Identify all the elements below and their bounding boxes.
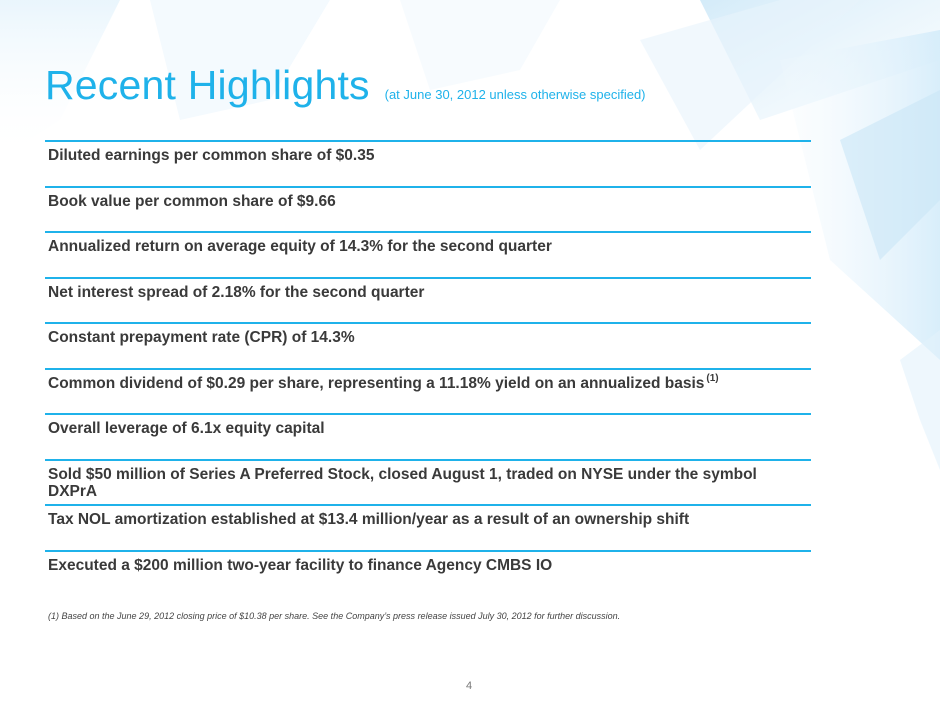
title-subtitle: (at June 30, 2012 unless otherwise specified) (384, 87, 646, 102)
highlights-list (45, 140, 811, 595)
highlight-text: Overall leverage of 6.1x equity capital (48, 420, 325, 437)
highlight-item (45, 277, 811, 323)
highlight-item (45, 550, 811, 596)
highlight-item (45, 140, 811, 186)
highlight-text: Constant prepayment rate (CPR) of 14.3% (48, 329, 355, 346)
highlight-item (45, 322, 811, 368)
highlight-item (45, 504, 811, 550)
highlight-text: Book value per common share of $9.66 (48, 192, 336, 210)
highlight-text: Common dividend of $0.29 per share, representing a 11.18% yield on an annualized basis (48, 374, 705, 392)
highlight-text: Tax NOL amortization established at $13.4 million/year as a result of an ownership shift (48, 511, 690, 528)
title-main-text: Recent Highlights (45, 62, 370, 108)
page-title (45, 62, 646, 109)
list-bottom-divider (45, 550, 811, 552)
highlight-item (45, 186, 811, 232)
footnote-reference: (1) (706, 373, 719, 385)
highlight-text: Net interest spread of 2.18% for the second quarter (48, 283, 425, 301)
highlight-item (45, 231, 811, 277)
footnote: (1) Based on the June 29, 2012 closing price of $10.38 per share. See the Company’s press release issued July 30, 2012 for further discussion. (48, 611, 621, 621)
highlight-item (45, 459, 811, 505)
highlight-item (45, 368, 811, 414)
highlight-text: Executed a $200 million two-year facility to finance Agency CMBS IO (48, 556, 553, 574)
highlight-text: Annualized return on average equity of 14.3% for the second quarter (48, 238, 552, 255)
highlight-item (45, 413, 811, 459)
highlight-text: Sold $50 million of Series A Preferred Stock, closed August 1, traded on NYSE under the symbol DXPrA (48, 465, 757, 500)
page-number: 4 (466, 680, 473, 692)
highlight-text: Diluted earnings per common share of $0.35 (48, 147, 375, 164)
